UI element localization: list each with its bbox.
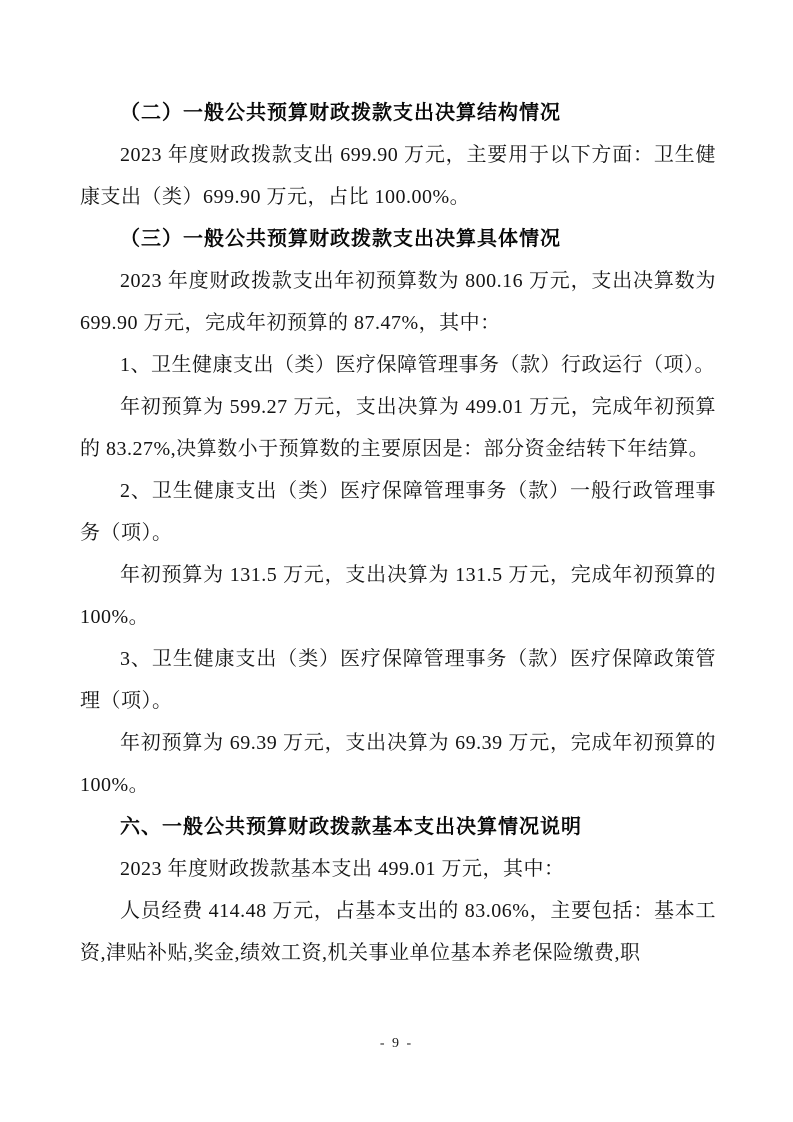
heading-basic-expenditure: 六、一般公共预算财政拨款基本支出决算情况说明 — [120, 816, 582, 838]
page-number: - 9 - — [379, 1036, 414, 1051]
para-personnel-expense: 人员经费 414.48 万元，占基本支出的 83.06%，主要包括：基本工资,津贴补贴,奖金,绩效工资,机关事业单位基本养老保险缴费,职 — [80, 900, 716, 964]
para-item1-title: 1、卫生健康支出（类）医疗保障管理事务（款）行政运行（项）。 — [120, 354, 715, 376]
para-structure-overview: 2023 年度财政拨款支出 699.90 万元，主要用于以下方面：卫生健康支出（类）699.90 万元，占比 100.00%。 — [80, 144, 716, 208]
para-basic-overview: 2023 年度财政拨款基本支出 499.01 万元，其中： — [120, 858, 565, 880]
para-item1-figures: 年初预算为 599.27 万元，支出决算为 499.01 万元，完成年初预算的 83.27%,决算数小于预算数的主要原因是：部分资金结转下年结算。 — [80, 396, 716, 460]
para-item2-figures: 年初预算为 131.5 万元，支出决算为 131.5 万元，完成年初预算的 100%。 — [80, 564, 716, 628]
document-body — [80, 92, 716, 974]
para-detail-overview: 2023 年度财政拨款支出年初预算数为 800.16 万元，支出决算数为 699.90 万元，完成年初预算的 87.47%，其中： — [80, 270, 716, 334]
heading-expenditure-structure: （二）一般公共预算财政拨款支出决算结构情况 — [120, 102, 561, 124]
para-item3-figures: 年初预算为 69.39 万元，支出决算为 69.39 万元，完成年初预算的 100%。 — [80, 732, 716, 796]
para-item3-title: 3、卫生健康支出（类）医疗保障管理事务（款）医疗保障政策管理（项）。 — [80, 648, 716, 712]
para-item2-title: 2、卫生健康支出（类）医疗保障管理事务（款）一般行政管理事务（项）。 — [80, 480, 716, 544]
heading-expenditure-detail: （三）一般公共预算财政拨款支出决算具体情况 — [120, 228, 561, 250]
